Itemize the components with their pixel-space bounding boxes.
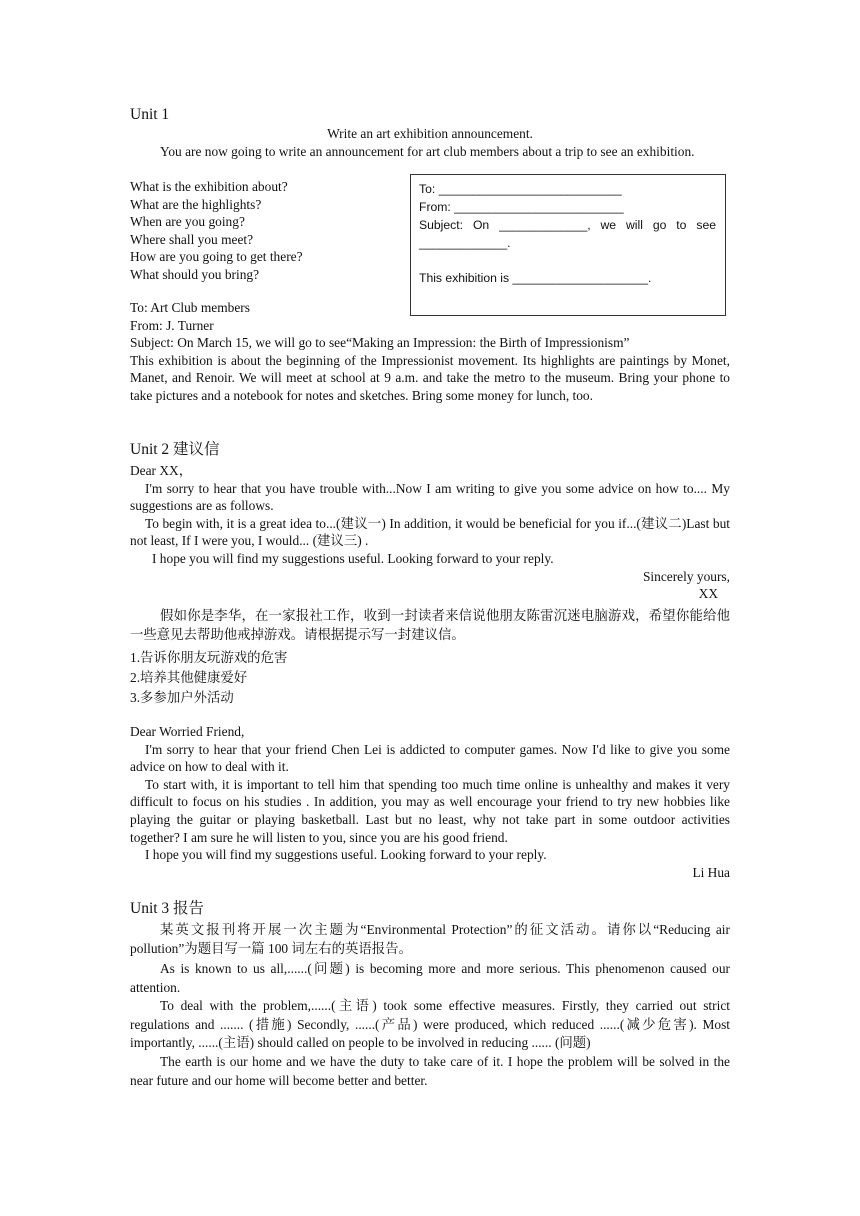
template-from: From: _________________________: [419, 200, 624, 214]
unit2-points: [130, 648, 730, 708]
unit1-intro: You are now going to write an announcement for art club members about a trip to see an exhibition.: [160, 144, 695, 159]
unit2-template: [130, 462, 730, 603]
question-item: Where shall you meet?: [130, 231, 254, 247]
unit2-prompt: 假如你是李华，在一家报社工作，收到一封读者来信说他朋友陈雷沉迷电脑游戏，希望你能给他一些意见去帮助他戒掉游戏。请根据提示写一封建议信。: [130, 608, 730, 642]
prompt-point: 1.告诉你朋友玩游戏的危害: [130, 650, 288, 665]
template-subject: Subject: On _____________, we will go to see _____________.: [419, 218, 716, 250]
unit3-template: [130, 960, 730, 1090]
template-exhibition: This exhibition is ____________________.: [419, 271, 652, 285]
template-paragraph: I'm sorry to hear that you have trouble with...Now I am writing to give you some advice on how to.... My suggestions are as follows.: [130, 480, 730, 514]
sample-paragraph: I'm sorry to hear that your friend Chen Lei is addicted to computer games. Now I'd like to give you some advice on how to deal with it.: [130, 741, 730, 775]
sample-paragraph: To start with, it is important to tell him that spending too much time online is unhealthy and makes it very difficult to focus on his studies . In addition, you may as well encourage your friend to try new hobbies like playing the guitar or playing basketball. Last but no least, why not take part in some outdoor activities together? I am sure he will listen to you, since you are his good friend.: [130, 776, 730, 845]
sample-from: From: J. Turner: [130, 317, 214, 333]
question-item: How are you going to get there?: [130, 249, 303, 265]
sample-paragraph: I hope you will find my suggestions useful. Looking forward to your reply.: [145, 847, 547, 863]
report-paragraph: As is known to us all,......(问题) is becoming more and more serious. This phenomenon caused our attention.: [130, 961, 730, 995]
report-paragraph: To deal with the problem,......(主语) took some effective measures. Firstly, they carried out strict regulations and ....... (措施) Secondly, ......(产品) were produced, which reduced ......(减少危害). Most importantly, ......(主语) should called on people to be involved in reducing ...... (问题): [130, 998, 730, 1051]
template-salutation: Dear XX，: [130, 463, 193, 478]
question-item: What are the highlights?: [130, 196, 262, 212]
sample-salutation: Dear Worried Friend,: [130, 724, 245, 739]
prompt-point: 2.培养其他健康爱好: [130, 670, 248, 685]
report-paragraph: The earth is our home and we have the duty to take care of it. I hope the problem will be solved in the near future and our home will become better and better.: [130, 1053, 730, 1088]
sample-subject: Subject: On March 15, we will go to see“Making an Impression: the Birth of Impressionism”: [130, 335, 630, 351]
template-closing: Sincerely yours,: [642, 568, 730, 584]
unit1-questions: [130, 178, 400, 284]
sample-body: This exhibition is about the beginning of the Impressionist movement. Its highlights are paintings by Monet, Manet, and Renoir. We will meet at school at 9 a.m. and take the metro to the museum. Bring your phone to take pictures and a notebook for notes and sketches. Bring some money for lunch, too.: [130, 352, 730, 403]
unit2-sample: [130, 723, 730, 881]
template-signature: XX: [698, 586, 718, 602]
question-item: What is the exhibition about?: [130, 179, 288, 194]
unit1-heading: Unit 1: [130, 106, 170, 123]
unit1-sample: [130, 299, 730, 405]
sample-signature: Li Hua: [692, 864, 730, 880]
template-paragraph: I hope you will find my suggestions useful. Looking forward to your reply.: [152, 550, 554, 566]
template-paragraph: To begin with, it is a great idea to...(建议一) In addition, it would be beneficial for you if...(建议二)Last but not least, If I were you, I would... (建议三) .: [130, 515, 730, 549]
unit3-heading: Unit 3 报告: [130, 900, 205, 917]
sample-to: To: Art Club members: [130, 300, 250, 315]
unit2-heading: Unit 2 建议信: [130, 441, 220, 458]
question-item: What should you bring?: [130, 266, 260, 282]
unit3-prompt: 某英文报刊将开展一次主题为“Environmental Protection”的征文活动。请你以“Reducing air pollution”为题目写一篇 100 词左右的英语报告。: [130, 922, 730, 956]
unit1-title: Write an art exhibition announcement.: [327, 126, 533, 141]
template-to: To: ___________________________: [419, 182, 622, 196]
question-item: When are you going?: [130, 214, 245, 230]
prompt-point: 3.多参加户外活动: [130, 690, 234, 705]
announcement-template-box: [410, 174, 726, 316]
